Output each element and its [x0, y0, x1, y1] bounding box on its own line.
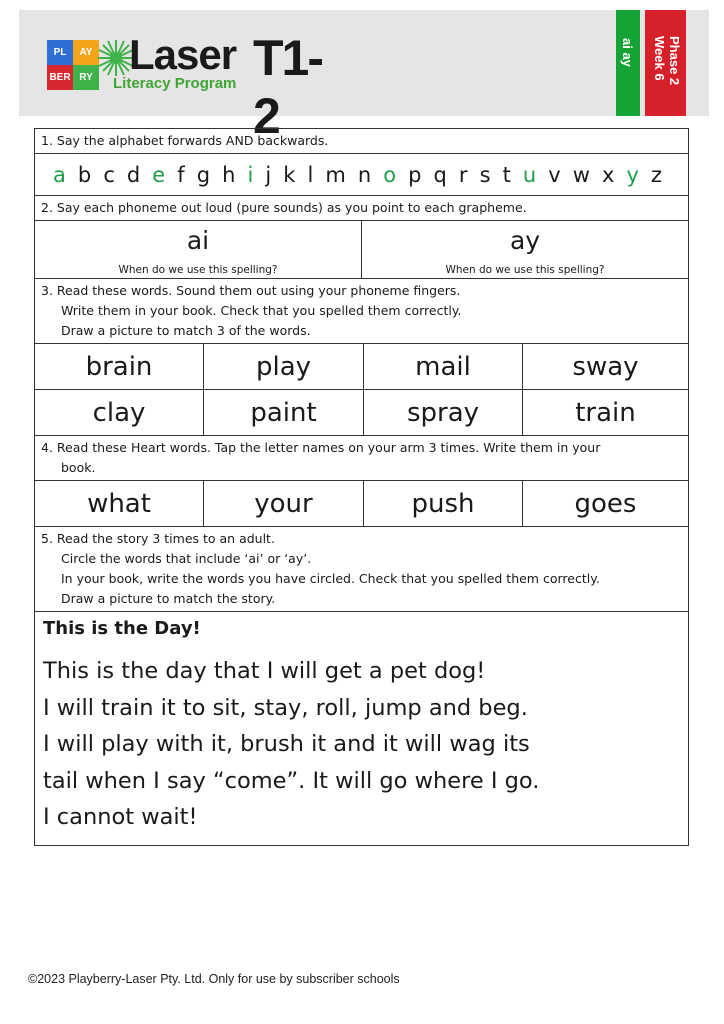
focus-tab	[616, 10, 640, 116]
alphabet-letter: w	[572, 162, 590, 187]
alphabet-letter: h	[222, 162, 236, 187]
alphabet-letter: c	[103, 162, 115, 187]
alphabet-letter: z	[650, 162, 662, 187]
word-cell: paint	[203, 390, 363, 435]
grapheme-prompt: When do we use this spelling?	[118, 264, 278, 276]
section-1-instruction: 1. Say the alphabet forwards AND backwards.	[35, 129, 688, 154]
puzzle-logo-icon	[47, 40, 99, 90]
section-5-line-3: In your book, write the words you have circled. Check that you spelled them correctly.	[61, 571, 600, 586]
story-line: I cannot wait!	[43, 804, 198, 830]
heart-word-row	[35, 481, 688, 527]
word-row-1	[35, 344, 688, 390]
section-3-instruction	[35, 279, 688, 344]
grapheme-cell-ay	[361, 221, 688, 278]
alphabet-letter: i	[247, 162, 254, 187]
alphabet-letter: j	[265, 162, 272, 187]
level-label: T1-2	[253, 30, 322, 144]
grapheme-label: ay	[509, 226, 541, 255]
alphabet-letter: x	[601, 162, 615, 187]
story-title: This is the Day!	[43, 618, 201, 639]
phase-label: Phase 2	[667, 36, 682, 86]
word-cell: train	[522, 390, 688, 435]
alphabet-letter: v	[548, 162, 561, 187]
phase-week-tab	[645, 10, 686, 116]
grapheme-cell-ai	[35, 221, 361, 278]
word-cell: sway	[522, 344, 688, 389]
story-line: I will play with it, brush it and it will wag its	[43, 731, 530, 757]
alphabet-letter: b	[77, 162, 92, 187]
alphabet-letter: y	[626, 162, 639, 187]
section-5-line-4: Draw a picture to match the story.	[61, 591, 276, 606]
logo-laser-text: Laser	[129, 31, 237, 78]
story-box	[35, 612, 688, 845]
alphabet-letter: m	[325, 162, 346, 187]
alphabet-letter: n	[357, 162, 372, 187]
alphabet-letter: k	[283, 162, 296, 187]
word-cell: brain	[85, 352, 153, 382]
week-label: Week 6	[652, 36, 667, 81]
heart-word-cell: push	[363, 481, 522, 526]
heart-word-cell: what	[87, 489, 151, 519]
puzzle-piece-green: RY	[73, 65, 99, 90]
alphabet-letter: o	[383, 162, 397, 187]
logo-literacy-text: Literacy Program	[113, 75, 237, 92]
alphabet-letter: u	[522, 162, 537, 187]
alphabet-letter: e	[152, 162, 166, 187]
copyright-footer: ©2023 Playberry-Laser Pty. Ltd. Only for use by subscriber schools	[28, 972, 400, 986]
alphabet-letter: p	[408, 162, 422, 187]
puzzle-piece-blue: PL	[47, 40, 73, 65]
section-3-line-2: Write them in your book. Check that you spelled them correctly.	[61, 303, 462, 318]
word-row-2	[35, 390, 688, 436]
section-5-instruction	[35, 527, 688, 612]
story-line: tail when I say “come”. It will go where I go.	[43, 767, 540, 794]
heart-word-cell: your	[203, 481, 363, 526]
story-line: I will train it to sit, stay, roll, jump and beg.	[43, 694, 528, 721]
section-4-line-2: book.	[61, 460, 96, 475]
alphabet-letter: t	[502, 162, 511, 187]
section-4-instruction	[35, 436, 688, 481]
grapheme-row	[35, 221, 688, 279]
word-cell: mail	[363, 344, 522, 389]
alphabet-letter: g	[196, 162, 211, 187]
word-cell: clay	[92, 398, 146, 428]
section-4-line-1: 4. Read these Heart words. Tap the letter names on your arm 3 times. Write them in your	[41, 440, 601, 455]
puzzle-piece-orange: AY	[73, 40, 99, 65]
worksheet-table	[34, 128, 689, 846]
section-5-line-1: 5. Read the story 3 times to an adult.	[41, 531, 275, 546]
focus-tab-label: ai ay	[620, 38, 635, 67]
heart-word-cell: goes	[522, 481, 688, 526]
alphabet-letter: r	[458, 162, 468, 187]
section-3-line-3: Draw a picture to match 3 of the words.	[61, 323, 311, 338]
word-cell: spray	[363, 390, 522, 435]
section-5-line-2: Circle the words that include ‘ai’ or ‘ay’.	[61, 551, 312, 566]
story-line: This is the day that I will get a pet dog!	[43, 658, 486, 684]
grapheme-label: ai	[186, 226, 210, 255]
alphabet-row	[35, 154, 688, 196]
alphabet-letter: a	[53, 162, 66, 187]
alphabet-letter: f	[177, 162, 185, 187]
puzzle-piece-red: BER	[47, 65, 73, 90]
alphabet-letter: q	[433, 162, 447, 187]
section-2-instruction: 2. Say each phoneme out loud (pure sounds) as you point to each grapheme.	[35, 196, 688, 221]
alphabet-letter: s	[479, 162, 491, 187]
alphabet-letter: d	[126, 162, 141, 187]
alphabet-letter: l	[307, 162, 314, 187]
section-3-line-1: 3. Read these words. Sound them out using your phoneme fingers.	[41, 283, 461, 298]
word-cell: play	[203, 344, 363, 389]
grapheme-prompt: When do we use this spelling?	[445, 264, 605, 276]
